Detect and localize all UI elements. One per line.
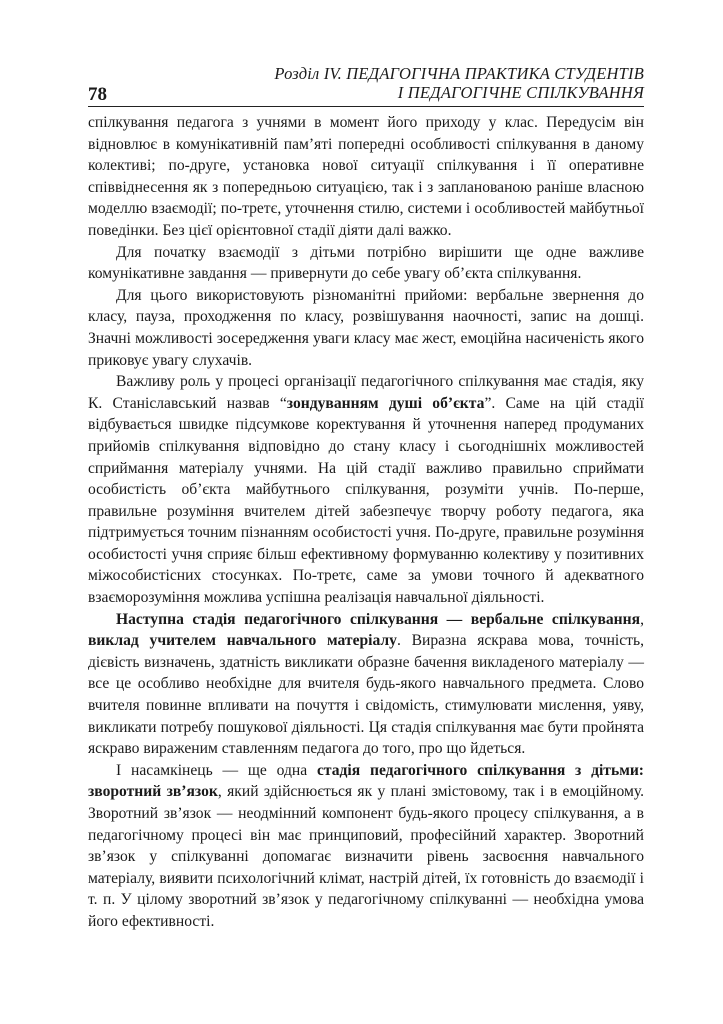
paragraph-text: Для цього використовують різноманітні прийоми: вербальне звернення до класу, пауза, проходження по класу, розвішування наочності, запис на дошці. Значні можливості зосередження уваги класу має жест, емоційна насиченість якого приковує увагу слухачів. <box>88 286 644 369</box>
paragraph <box>88 112 644 242</box>
page-number: 78 <box>88 84 107 105</box>
section-title <box>274 64 644 102</box>
paragraph <box>88 242 644 285</box>
paragraph-text: І насамкінець — ще одна <box>116 761 317 779</box>
document-page <box>88 64 645 930</box>
paragraph <box>88 285 644 371</box>
paragraph-text: Для початку взаємодії з дітьми потрібно вирішити ще одне важливе комунікативне завдання — привернути до себе увагу об’єкта спілкування. <box>88 243 644 283</box>
paragraph-text: , який здійснюється як у плані змістовому, так і в емоційному. Зворотний зв’язок — неодмінний компонент будь-якого процесу спілкування, а в педагогічному процесі він має принциповий, професійний характер. Зворотний зв’язок у спілкуванні допомагає визначити рівень засвоєння навчального матеріалу, виявити психологічний клімат, настрій дітей, їх готовність до взаємодії і т. п. У цілому зворотний зв’язок у педагогічному спілкуванні — необхідна умова його ефективності. <box>88 783 644 930</box>
paragraph <box>88 760 644 933</box>
section-title-line-2: І ПЕДАГОГІЧНЕ СПІЛКУВАННЯ <box>397 83 644 102</box>
header-rule <box>88 106 644 107</box>
paragraph <box>88 609 644 760</box>
bold-term: стадія педагогічного спілкування з дітьми: зворотний зв’язок <box>88 761 644 801</box>
section-title-line-1: Розділ IV. ПЕДАГОГІЧНА ПРАКТИКА СТУДЕНТІВ <box>274 64 644 83</box>
bold-term: зондуванням душі об’єкта <box>286 394 485 412</box>
paragraph-text: ”. Саме на цій стадії відбувається швидке підсумкове коректування й уточнення наперед продуманих прийомів спілкування відповідно до стану класу і сьогоднішніх можливостей сприймання матеріалу учнями. На цій стадії важливо правильно сприймати особистість об’єкта майбутнього спілкування, розуміти учнів. По-перше, правильне розуміння вчителем дітей забезпечує творчу роботу педагога, яка підтримується точним пізнанням особистості учня. По-друге, правильне розуміння особистості учня сприяє більш ефективному формуванню колективу у позитивних міжособистісних стосунках. По-третє, саме за умови точного й адекватного взаєморозуміння можлива успішна реалізація навчальної діяльності. <box>88 394 645 607</box>
body-text <box>88 112 644 933</box>
paragraph-text: спілкування педагога з учнями в момент його приходу у клас. Передусім він відновлює в комунікативній пам’яті попередні особливості спілкування в даному колективі; по-друге, установка нової ситуації спілкування і її оперативне співвіднесення як з попередньою ситуацією, так і з запланованою раніше власною моделлю взаємодії; по-третє, уточнення стилю, системи і особливостей майбутньої поведінки. Без цієї орієнтовної стадії діяти далі важко. <box>88 114 644 239</box>
paragraph-text: Важливу роль у процесі організації педагогічного спілкування має стадія, яку К. Станіславський назвав “ <box>88 373 644 412</box>
bold-term: Наступна стадія педагогічного спілкування — вербальне спілкування <box>116 610 641 628</box>
bold-term: виклад учителем навчального матеріалу <box>88 632 397 650</box>
paragraph-text: . Виразна яскрава мова, точність, дієвість визначень, здатність викликати образне бачення викладеного матеріалу — все це особливо необхідне для вчителя будь-якого навчального предмета. Слово вчителя повинне впливати на почуття і свідомість, стимулювати мислення, уяву, викликати потребу пошукової діяльності. Ця стадія спілкування має бути пройнята яскраво вираженим ставленням педагога до того, про що йдеться. <box>88 632 644 758</box>
running-header <box>88 64 644 106</box>
paragraph <box>88 371 644 609</box>
paragraph-text: , <box>640 610 644 628</box>
